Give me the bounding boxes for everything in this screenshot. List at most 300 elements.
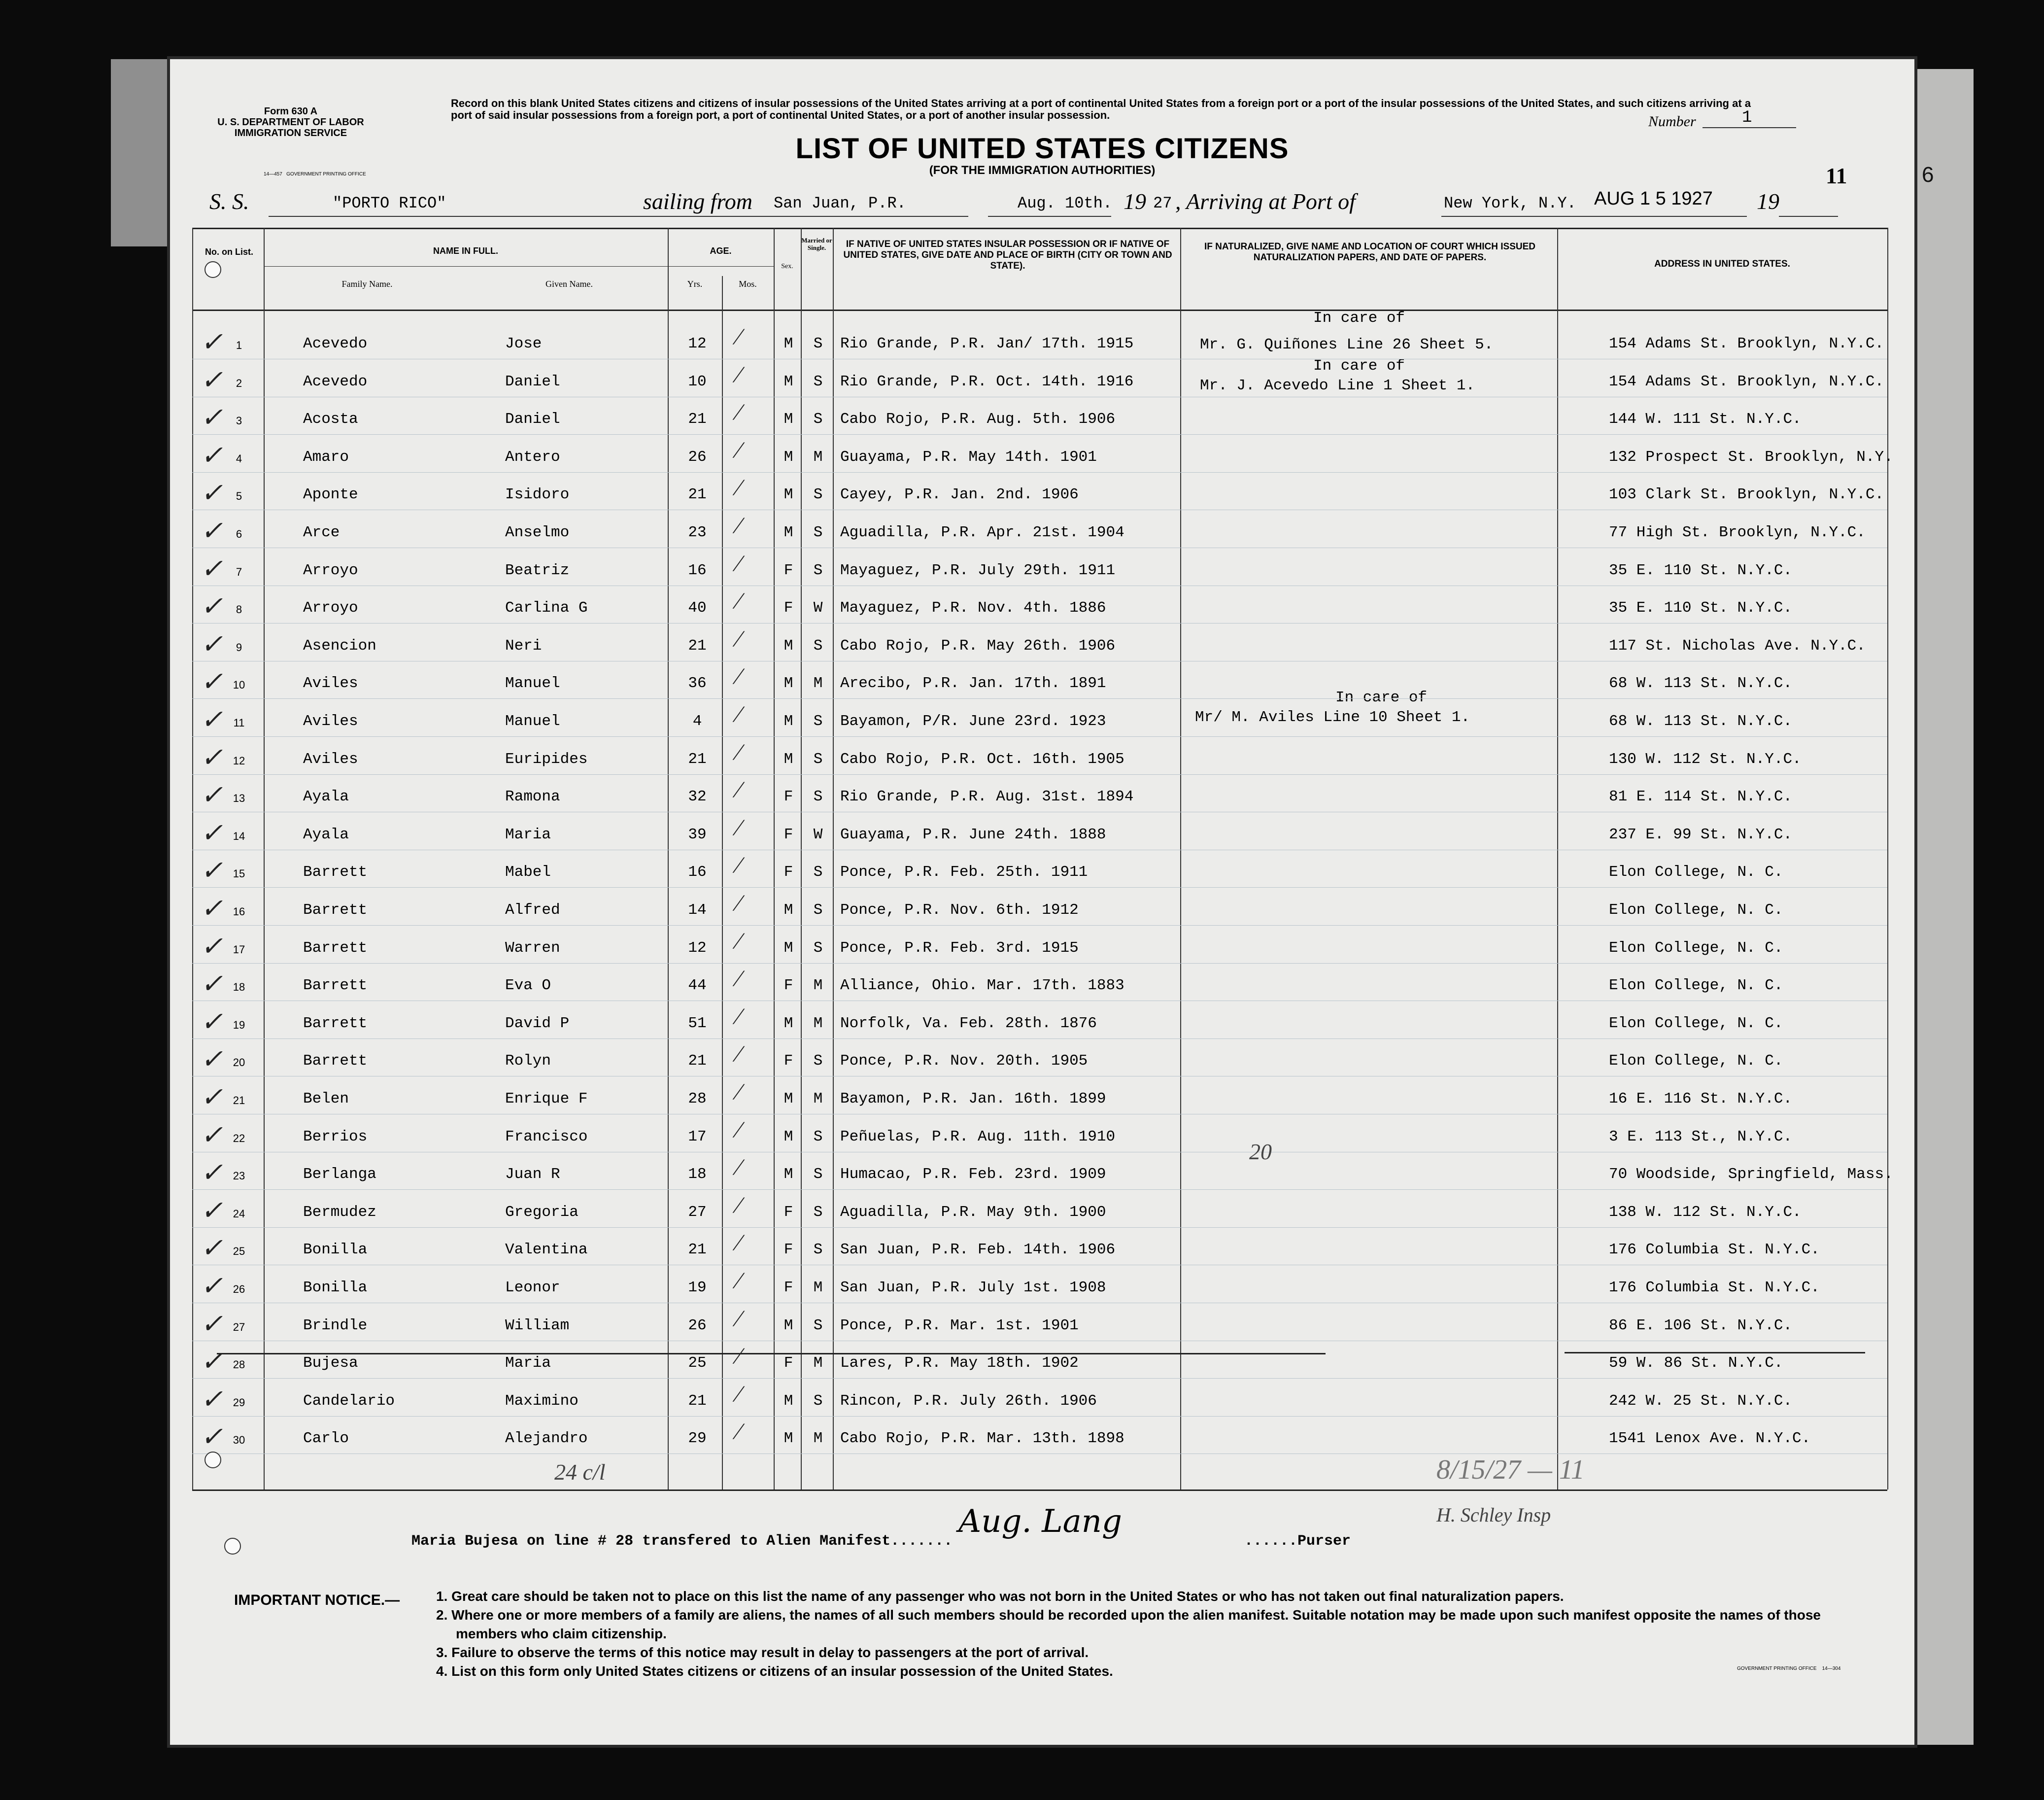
col-line	[833, 228, 834, 1489]
cell-yrs: 39	[688, 826, 707, 843]
cell-addr: 138 W. 112 St. N.Y.C.	[1609, 1203, 1802, 1221]
cell-yrs: 16	[688, 864, 707, 881]
cell-no: 11	[233, 717, 245, 729]
cell-ms: S	[813, 561, 823, 579]
cell-ms: S	[813, 486, 823, 504]
cell-addr: 117 St. Nicholas Ave. N.Y.C.	[1609, 637, 1866, 655]
cell-family: Berlanga	[303, 1166, 376, 1183]
col-line	[801, 228, 802, 1489]
cell-ms: S	[813, 939, 823, 957]
year-prefix-2: 19	[1757, 189, 1779, 214]
notice-item: 4. List on this form only United States citizens or citizens of an insular possession of the United States.	[436, 1663, 1113, 1679]
cell-birth: Alliance, Ohio. Mar. 17th. 1883	[840, 977, 1124, 995]
cell-yrs: 21	[688, 637, 707, 655]
cell-addr: 130 W. 112 St. N.Y.C.	[1609, 750, 1802, 768]
cell-given: Francisco	[505, 1128, 588, 1145]
cell-birth: Cayey, P.R. Jan. 2nd. 1906	[840, 486, 1079, 504]
cell-given: Beatriz	[505, 561, 570, 579]
cell-given: Eva O	[505, 977, 551, 995]
check-mark-icon: ✓	[201, 1082, 223, 1112]
cell-addr: 176 Columbia St. N.Y.C.	[1609, 1279, 1820, 1296]
print-code: 14—457	[264, 172, 282, 177]
cell-ms: S	[813, 1166, 823, 1183]
port-underline	[1441, 216, 1747, 217]
cell-given: Valentina	[505, 1241, 588, 1259]
cell-birth: Ponce, P.R. Feb. 25th. 1911	[840, 864, 1088, 881]
from-underline	[771, 216, 968, 217]
tally-mark-icon: ⁄	[737, 437, 741, 463]
cell-family: Acosta	[303, 411, 358, 428]
tally-mark-icon: ⁄	[737, 1268, 741, 1294]
check-mark-icon: ✓	[201, 856, 223, 886]
purser-signature: Aug. Lang	[958, 1503, 1122, 1540]
cell-family: Acevedo	[303, 373, 368, 390]
tally-mark-icon: ⁄	[737, 550, 741, 577]
cell-no: 18	[233, 981, 245, 994]
tally-mark-icon: ⁄	[737, 588, 741, 615]
cell-given: Carlina G	[505, 599, 588, 617]
cell-yrs: 17	[688, 1128, 707, 1145]
header-sex: Sex.	[781, 263, 793, 270]
cell-sex: M	[784, 373, 793, 390]
check-mark-icon: ✓	[201, 1422, 223, 1452]
cell-given: Jose	[505, 335, 542, 352]
cell-given: Ramona	[505, 788, 560, 806]
row-rule	[192, 434, 1887, 435]
cell-family: Ayala	[303, 788, 349, 806]
cell-given: Gregoria	[505, 1203, 579, 1221]
strike-through-line	[217, 1353, 1326, 1354]
tally-mark-icon: ⁄	[737, 361, 741, 388]
cell-sex: F	[784, 561, 793, 579]
check-mark-icon: ✓	[201, 969, 223, 999]
cell-no: 3	[236, 415, 242, 427]
strike-through-address	[1565, 1352, 1865, 1353]
cell-birth: Peñuelas, P.R. Aug. 11th. 1910	[840, 1128, 1116, 1145]
cell-yrs: 27	[688, 1203, 707, 1221]
row-rule	[192, 774, 1887, 775]
cell-no: 2	[236, 377, 242, 389]
cell-birth: Rio Grande, P.R. Oct. 14th. 1916	[840, 373, 1134, 390]
inspection-date-note: 8/15/27 — 11	[1436, 1454, 1585, 1485]
cell-addr: 59 W. 86 St. N.Y.C.	[1609, 1354, 1783, 1372]
number-value: 1	[1742, 108, 1752, 127]
cell-sex: M	[784, 1128, 793, 1145]
cell-family: Barrett	[303, 1052, 368, 1070]
cell-ms: M	[813, 1430, 823, 1448]
cell-yrs: 44	[688, 977, 707, 995]
cell-sex: M	[784, 335, 793, 352]
cell-sex: M	[784, 675, 793, 692]
header-married: Married or Single.	[801, 237, 832, 251]
header-naturalized: IF NATURALIZED, GIVE NAME AND LOCATION OF COURT WHICH ISSUED NATURALIZATION PAPERS, AND DATE OF PAPERS.	[1204, 242, 1535, 263]
manifest-page	[170, 59, 1914, 1745]
tally-mark-icon: ⁄	[737, 1381, 741, 1407]
cell-no: 20	[233, 1056, 245, 1069]
check-mark-icon: ✓	[201, 1347, 223, 1377]
cell-no: 1	[236, 339, 242, 351]
notice-item: 1. Great care should be taken not to place on this list the name of any passenger who was not born in the United States or who has not taken out final naturalization papers.	[436, 1589, 1564, 1604]
cell-ms: S	[813, 713, 823, 730]
ship-name: "PORTO RICO"	[333, 194, 446, 212]
cell-yrs: 14	[688, 901, 707, 919]
cell-addr: 81 E. 114 St. N.Y.C.	[1609, 788, 1793, 806]
cell-birth: Rincon, P.R. July 26th. 1906	[840, 1392, 1097, 1410]
cell-ms: S	[813, 864, 823, 881]
service-name: IMMIGRATION SERVICE	[234, 128, 347, 138]
cell-sex: F	[784, 788, 793, 806]
cell-ms: S	[813, 373, 823, 390]
edge-mark: 6	[1922, 163, 1934, 187]
cell-given: Rolyn	[505, 1052, 551, 1070]
table-bottom-rule	[192, 1489, 1887, 1491]
tally-mark-icon: ⁄	[737, 1041, 741, 1068]
page-subtitle: (FOR THE IMMIGRATION AUTHORITIES)	[929, 164, 1156, 177]
cell-given: Antero	[505, 448, 560, 466]
cell-sex: M	[784, 411, 793, 428]
cell-given: Alfred	[505, 901, 560, 919]
cell-birth: Mayaguez, P.R. Nov. 4th. 1886	[840, 599, 1106, 617]
cell-no: 28	[233, 1358, 245, 1371]
cell-sex: M	[784, 1392, 793, 1410]
cell-ms: W	[813, 826, 823, 843]
cell-given: Juan R	[505, 1166, 560, 1183]
cell-family: Barrett	[303, 901, 368, 919]
cell-ms: S	[813, 1128, 823, 1145]
row-rule	[192, 1227, 1887, 1228]
cell-given: Manuel	[505, 713, 560, 730]
cell-given: Anselmo	[505, 524, 570, 541]
notice-title: IMPORTANT NOTICE.—	[234, 1592, 400, 1608]
page-mark: 11	[1826, 163, 1847, 188]
tally-mark-icon: ⁄	[737, 1079, 741, 1105]
cell-ms: S	[813, 524, 823, 541]
check-mark-icon: ✓	[201, 818, 223, 848]
ship-underline	[269, 216, 781, 217]
cell-sex: M	[784, 637, 793, 655]
cell-yrs: 29	[688, 1430, 707, 1448]
tally-mark-icon: ⁄	[737, 777, 741, 803]
cell-sex: M	[784, 1166, 793, 1183]
cell-birth: Lares, P.R. May 18th. 1902	[840, 1354, 1079, 1372]
cell-no: 27	[233, 1320, 245, 1333]
year-underline	[1779, 216, 1838, 217]
check-mark-icon: ✓	[201, 365, 223, 395]
cell-sex: M	[784, 713, 793, 730]
inspector-signature: H. Schley Insp	[1436, 1504, 1551, 1526]
header-address: ADDRESS IN UNITED STATES.	[1654, 259, 1790, 269]
header-mos: Mos.	[739, 279, 757, 289]
check-mark-icon: ✓	[201, 1158, 223, 1188]
cell-ms: S	[813, 788, 823, 806]
tally-mark-icon: ⁄	[737, 1419, 741, 1445]
row-rule	[192, 472, 1887, 473]
cell-birth: Norfolk, Va. Feb. 28th. 1876	[840, 1014, 1097, 1032]
cell-no: 23	[233, 1170, 245, 1182]
cell-yrs: 26	[688, 1316, 707, 1334]
cell-yrs: 21	[688, 411, 707, 428]
cell-family: Asencion	[303, 637, 376, 655]
cell-birth: Bayamon, P.R. Jan. 16th. 1899	[840, 1090, 1106, 1108]
col-line	[1557, 228, 1558, 1489]
cell-birth: Cabo Rojo, P.R. May 26th. 1906	[840, 637, 1116, 655]
arrival-date-stamp: AUG 1 5 1927	[1594, 188, 1713, 209]
cell-yrs: 32	[688, 788, 707, 806]
cell-yrs: 18	[688, 1166, 707, 1183]
cell-no: 21	[233, 1094, 245, 1107]
notice-item: 2. Where one or more members of a family are aliens, the names of all such members should be recorded upon the alien manifest. Suitable notation may be made upon such manifest opposite the names of those members who claim citizenship.	[436, 1607, 1821, 1641]
tally-mark-icon: ⁄	[737, 1305, 741, 1332]
cell-sex: F	[784, 1279, 793, 1296]
cell-yrs: 26	[688, 448, 707, 466]
cell-addr: 237 E. 99 St. N.Y.C.	[1609, 826, 1793, 843]
cell-yrs: 21	[688, 1052, 707, 1070]
cell-given: Neri	[505, 637, 542, 655]
row-rule	[192, 736, 1887, 737]
cell-given: Maria	[505, 1354, 551, 1372]
cell-addr: 144 W. 111 St. N.Y.C.	[1609, 411, 1802, 428]
sailing-label: sailing from	[643, 189, 752, 214]
check-mark-icon: ✓	[201, 742, 223, 772]
date-underline	[988, 216, 1111, 217]
cell-ms: S	[813, 411, 823, 428]
cell-addr: 1541 Lenox Ave. N.Y.C.	[1609, 1430, 1811, 1448]
tally-mark-icon: ⁄	[737, 1230, 741, 1256]
cell-birth: Ponce, P.R. Feb. 3rd. 1915	[840, 939, 1079, 957]
cell-family: Barrett	[303, 1014, 368, 1032]
care-of-header-2: In care of	[1313, 357, 1405, 375]
tally-mark-icon: ⁄	[737, 663, 741, 690]
cell-given: William	[505, 1316, 570, 1334]
cell-birth: Cabo Rojo, P.R. Oct. 16th. 1905	[840, 750, 1124, 768]
cell-family: Brindle	[303, 1316, 368, 1334]
cell-family: Aponte	[303, 486, 358, 504]
cell-no: 29	[233, 1396, 245, 1409]
cell-family: Amaro	[303, 448, 349, 466]
cell-given: Manuel	[505, 675, 560, 692]
tally-mark-icon: ⁄	[737, 966, 741, 992]
cell-family: Bonilla	[303, 1241, 368, 1259]
cell-sex: M	[784, 1316, 793, 1334]
footer-code: 14—304	[1822, 1666, 1841, 1671]
cell-family: Belen	[303, 1090, 349, 1108]
care-of-header-3: In care of	[1335, 689, 1428, 706]
cell-family: Aviles	[303, 675, 358, 692]
check-mark-icon: ✓	[201, 591, 223, 622]
cell-no: 15	[233, 867, 245, 880]
check-mark-icon: ✓	[201, 1195, 223, 1225]
cell-addr: 242 W. 25 St. N.Y.C.	[1609, 1392, 1793, 1410]
cell-given: Alejandro	[505, 1430, 588, 1448]
header-age: AGE.	[710, 246, 732, 256]
cell-yrs: 23	[688, 524, 707, 541]
cell-family: Carlo	[303, 1430, 349, 1448]
tally-mark-icon: ⁄	[737, 890, 741, 916]
cell-ms: M	[813, 977, 823, 995]
cell-birth: Cabo Rojo, P.R. Mar. 13th. 1898	[840, 1430, 1124, 1448]
cell-no: 7	[236, 565, 242, 578]
cell-given: Daniel	[505, 411, 560, 428]
cell-family: Arroyo	[303, 599, 358, 617]
cell-birth: Ponce, P.R. Nov. 20th. 1905	[840, 1052, 1088, 1070]
cell-yrs: 4	[692, 713, 702, 730]
tally-mark-icon: ⁄	[737, 513, 741, 539]
cell-ms: S	[813, 335, 823, 352]
cell-family: Bujesa	[303, 1354, 358, 1372]
check-mark-icon: ✓	[201, 440, 223, 470]
cell-birth: Humacao, P.R. Feb. 23rd. 1909	[840, 1166, 1106, 1183]
cell-yrs: 19	[688, 1279, 707, 1296]
cell-addr: Elon College, N. C.	[1609, 864, 1783, 881]
cell-addr: 154 Adams St. Brooklyn, N.Y.C.	[1609, 373, 1884, 390]
adjacent-page-edge	[111, 59, 170, 246]
sailing-date: Aug. 10th.	[1018, 194, 1113, 212]
cell-given: Enrique F	[505, 1090, 588, 1108]
tally-mark-icon: ⁄	[737, 1116, 741, 1143]
cell-birth: Ponce, P.R. Mar. 1st. 1901	[840, 1316, 1079, 1334]
cell-no: 22	[233, 1132, 245, 1144]
cell-yrs: 25	[688, 1354, 707, 1372]
cell-sex: M	[784, 750, 793, 768]
header-family-name: Family Name.	[341, 279, 393, 289]
cell-ms: M	[813, 1354, 823, 1372]
header-native: IF NATIVE OF UNITED STATES INSULAR POSSESSION OR IF NATIVE OF UNITED STATES, GIVE DATE AND PLACE OF BIRTH (CITY OR TOWN AND STATE).	[843, 239, 1172, 271]
row-rule	[192, 887, 1887, 888]
name-header-rule	[264, 266, 774, 267]
cell-given: Warren	[505, 939, 560, 957]
cell-no: 6	[236, 528, 242, 540]
cell-ms: S	[813, 1241, 823, 1259]
form-number: Form 630 A	[264, 106, 318, 117]
cell-ms: S	[813, 1316, 823, 1334]
cell-given: Maria	[505, 826, 551, 843]
notice-item: 3. Failure to observe the terms of this notice may result in delay to passengers at the port of arrival.	[436, 1645, 1089, 1660]
care-of-note-2: Mr. J. Acevedo Line 1 Sheet 1.	[1200, 377, 1475, 394]
cell-addr: 132 Prospect St. Brooklyn, N.Y.	[1609, 448, 1893, 466]
notice-list	[436, 1587, 1865, 1681]
from-port: San Juan, P.R.	[774, 194, 906, 212]
check-mark-icon: ✓	[201, 629, 223, 659]
cell-addr: Elon College, N. C.	[1609, 939, 1783, 957]
cell-yrs: 28	[688, 1090, 707, 1108]
cell-yrs: 12	[688, 335, 707, 352]
cell-addr: 154 Adams St. Brooklyn, N.Y.C.	[1609, 335, 1884, 352]
cell-yrs: 21	[688, 1392, 707, 1410]
cell-no: 9	[236, 641, 242, 654]
header-yrs: Yrs.	[687, 279, 703, 289]
cell-yrs: 51	[688, 1014, 707, 1032]
cell-no: 12	[233, 754, 245, 767]
cell-sex: M	[784, 486, 793, 504]
handwritten-mark: 20	[1249, 1139, 1272, 1164]
cell-addr: 103 Clark St. Brooklyn, N.Y.C.	[1609, 486, 1884, 504]
header-name-in-full: NAME IN FULL.	[433, 246, 498, 256]
cell-ms: M	[813, 1090, 823, 1108]
cell-ms: S	[813, 637, 823, 655]
cell-no: 17	[233, 943, 245, 956]
cell-yrs: 16	[688, 561, 707, 579]
cell-family: Aviles	[303, 750, 358, 768]
cell-family: Ayala	[303, 826, 349, 843]
cell-sex: M	[784, 1430, 793, 1448]
row-rule	[192, 963, 1887, 964]
cell-addr: 70 Woodside, Springfield, Mass.	[1609, 1166, 1893, 1183]
check-mark-icon: ✓	[201, 780, 223, 810]
header-no: No. on List.	[205, 247, 253, 257]
cell-ms: W	[813, 599, 823, 617]
margin-note: 24 c/l	[554, 1459, 606, 1485]
print-office: GOVERNMENT PRINTING OFFICE	[286, 172, 366, 177]
check-mark-icon: ✓	[201, 1233, 223, 1263]
cell-ms: S	[813, 750, 823, 768]
check-mark-icon: ✓	[201, 894, 223, 923]
cell-sex: F	[784, 1241, 793, 1259]
cell-yrs: 36	[688, 675, 707, 692]
year-prefix: 19	[1124, 189, 1146, 214]
tally-mark-icon: ⁄	[737, 1192, 741, 1218]
tally-mark-icon: ⁄	[737, 1003, 741, 1030]
tally-mark-icon: ⁄	[737, 1154, 741, 1181]
cell-addr: 35 E. 110 St. N.Y.C.	[1609, 561, 1793, 579]
cell-addr: 68 W. 113 St. N.Y.C.	[1609, 713, 1793, 730]
check-mark-icon: ✓	[201, 667, 223, 697]
col-line	[1180, 228, 1181, 1489]
cell-sex: M	[784, 939, 793, 957]
cell-sex: M	[784, 524, 793, 541]
cell-no: 13	[233, 792, 245, 805]
check-mark-icon: ✓	[201, 554, 223, 584]
cell-birth: San Juan, P.R. Feb. 14th. 1906	[840, 1241, 1116, 1259]
cell-family: Arroyo	[303, 561, 358, 579]
cell-family: Bermudez	[303, 1203, 376, 1221]
col-line	[1887, 228, 1888, 1489]
cell-given: Mabel	[505, 864, 551, 881]
record-instruction: Record on this blank United States citizens and citizens of insular possessions of the United States arriving at a port of continental United States from a foreign port or a port of the insular possessions of the United States, and such citizens arriving at a port of said insular possessions from a foreign port, a port of continental United States, or a port of another insular possession.	[451, 97, 1751, 121]
cell-ms: S	[813, 1392, 823, 1410]
cell-ms: S	[813, 1203, 823, 1221]
tally-mark-icon: ⁄	[737, 739, 741, 765]
row-rule	[192, 925, 1887, 926]
cell-no: 5	[236, 490, 242, 503]
cell-sex: F	[784, 1052, 793, 1070]
cell-no: 16	[233, 905, 245, 918]
cell-sex: F	[784, 599, 793, 617]
cell-family: Candelario	[303, 1392, 395, 1410]
transfer-note: Maria Bujesa on line # 28 transfered to Alien Manifest.......	[411, 1533, 953, 1550]
check-mark-icon: ✓	[201, 1006, 223, 1037]
col-line	[722, 276, 723, 1489]
cell-addr: 68 W. 113 St. N.Y.C.	[1609, 675, 1793, 692]
tally-mark-icon: ⁄	[737, 814, 741, 841]
tally-mark-icon: ⁄	[737, 625, 741, 652]
cell-yrs: 21	[688, 1241, 707, 1259]
footer-office: GOVERNMENT PRINTING OFFICE	[1737, 1666, 1817, 1671]
cell-ms: M	[813, 675, 823, 692]
cell-sex: M	[784, 1090, 793, 1108]
cell-no: 30	[233, 1434, 245, 1447]
cell-birth: Ponce, P.R. Nov. 6th. 1912	[840, 901, 1079, 919]
cell-addr: 16 E. 116 St. N.Y.C.	[1609, 1090, 1793, 1108]
cell-addr: 77 High St. Brooklyn, N.Y.C.	[1609, 524, 1866, 541]
cell-sex: F	[784, 864, 793, 881]
purser-label: ......Purser	[1244, 1533, 1351, 1550]
cell-ms: S	[813, 1052, 823, 1070]
cell-given: Leonor	[505, 1279, 560, 1296]
cell-given: Euripides	[505, 750, 588, 768]
ss-label: S. S.	[209, 189, 249, 214]
department-name: U. S. DEPARTMENT OF LABOR	[217, 117, 364, 128]
check-mark-icon: ✓	[201, 1044, 223, 1074]
